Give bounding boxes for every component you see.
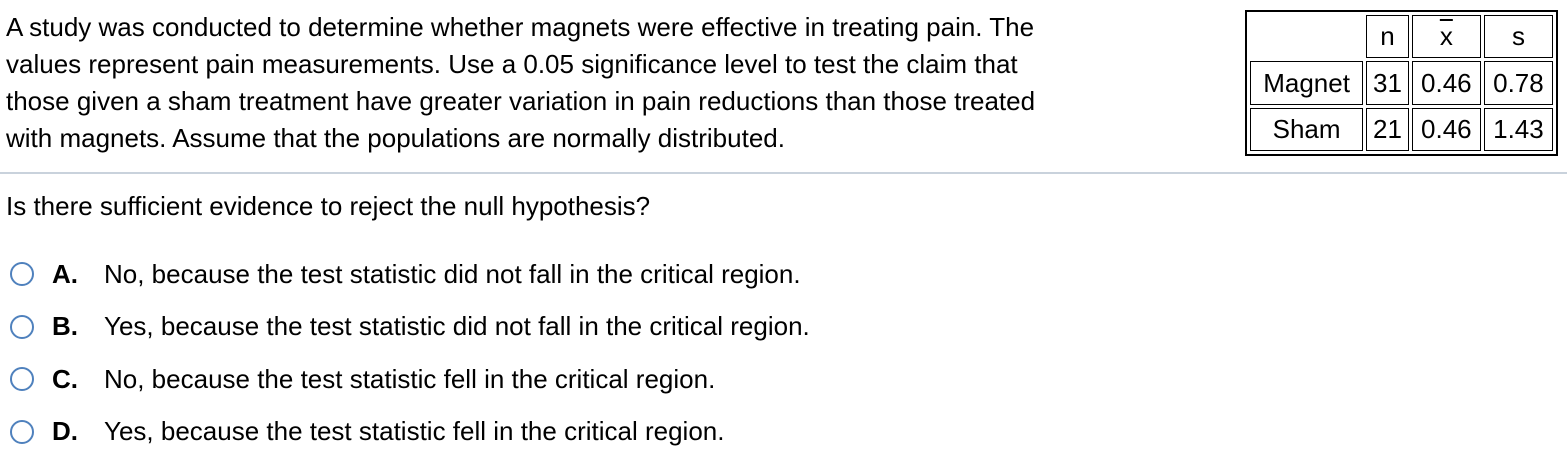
choice-text: Yes, because the test statistic fell in the critical region. bbox=[104, 416, 724, 447]
choice-text: No, because the test statistic fell in the critical region. bbox=[104, 364, 715, 395]
table-header-row bbox=[1250, 15, 1553, 58]
row-label-sham: Sham bbox=[1250, 108, 1363, 151]
table-row bbox=[1250, 108, 1553, 151]
row-label-magnet: Magnet bbox=[1250, 61, 1363, 104]
header-xbar: x bbox=[1412, 15, 1481, 58]
problem-line: A study was conducted to determine whether magnets were effective in treating pain. The bbox=[6, 9, 1206, 46]
sham-n: 21 bbox=[1366, 108, 1409, 151]
choice-text: No, because the test statistic did not fall in the critical region. bbox=[104, 259, 801, 290]
radio-button-icon[interactable] bbox=[10, 262, 34, 286]
radio-button-icon[interactable] bbox=[10, 315, 34, 339]
choice-letter: C. bbox=[52, 364, 104, 395]
radio-button-icon[interactable] bbox=[10, 420, 34, 444]
sham-s: 1.43 bbox=[1484, 108, 1553, 151]
magnet-n: 31 bbox=[1366, 61, 1409, 104]
summary-statistics-table bbox=[1245, 10, 1558, 156]
answer-choices bbox=[10, 248, 810, 458]
header-s: s bbox=[1484, 15, 1553, 58]
problem-line: values represent pain measurements. Use a 0.05 significance level to test the claim that bbox=[6, 46, 1206, 83]
problem-statement bbox=[6, 9, 1206, 157]
choice-c[interactable] bbox=[10, 353, 810, 406]
magnet-xbar: 0.46 bbox=[1412, 61, 1481, 104]
choice-a[interactable] bbox=[10, 248, 810, 301]
question-prompt: Is there sufficient evidence to reject the null hypothesis? bbox=[6, 188, 650, 225]
problem-line: with magnets. Assume that the populations are normally distributed. bbox=[6, 120, 1206, 157]
choice-text: Yes, because the test statistic did not fall in the critical region. bbox=[104, 311, 810, 342]
radio-button-icon[interactable] bbox=[10, 367, 34, 391]
table-row bbox=[1250, 61, 1553, 104]
choice-letter: D. bbox=[52, 416, 104, 447]
choice-d[interactable] bbox=[10, 406, 810, 458]
header-n: n bbox=[1366, 15, 1409, 58]
choice-b[interactable] bbox=[10, 301, 810, 354]
sham-xbar: 0.46 bbox=[1412, 108, 1481, 151]
magnet-s: 0.78 bbox=[1484, 61, 1553, 104]
problem-line: those given a sham treatment have greater variation in pain reductions than those treated bbox=[6, 83, 1206, 120]
table-corner-cell bbox=[1250, 15, 1363, 58]
choice-letter: A. bbox=[52, 259, 104, 290]
choice-letter: B. bbox=[52, 311, 104, 342]
section-divider bbox=[0, 172, 1567, 174]
